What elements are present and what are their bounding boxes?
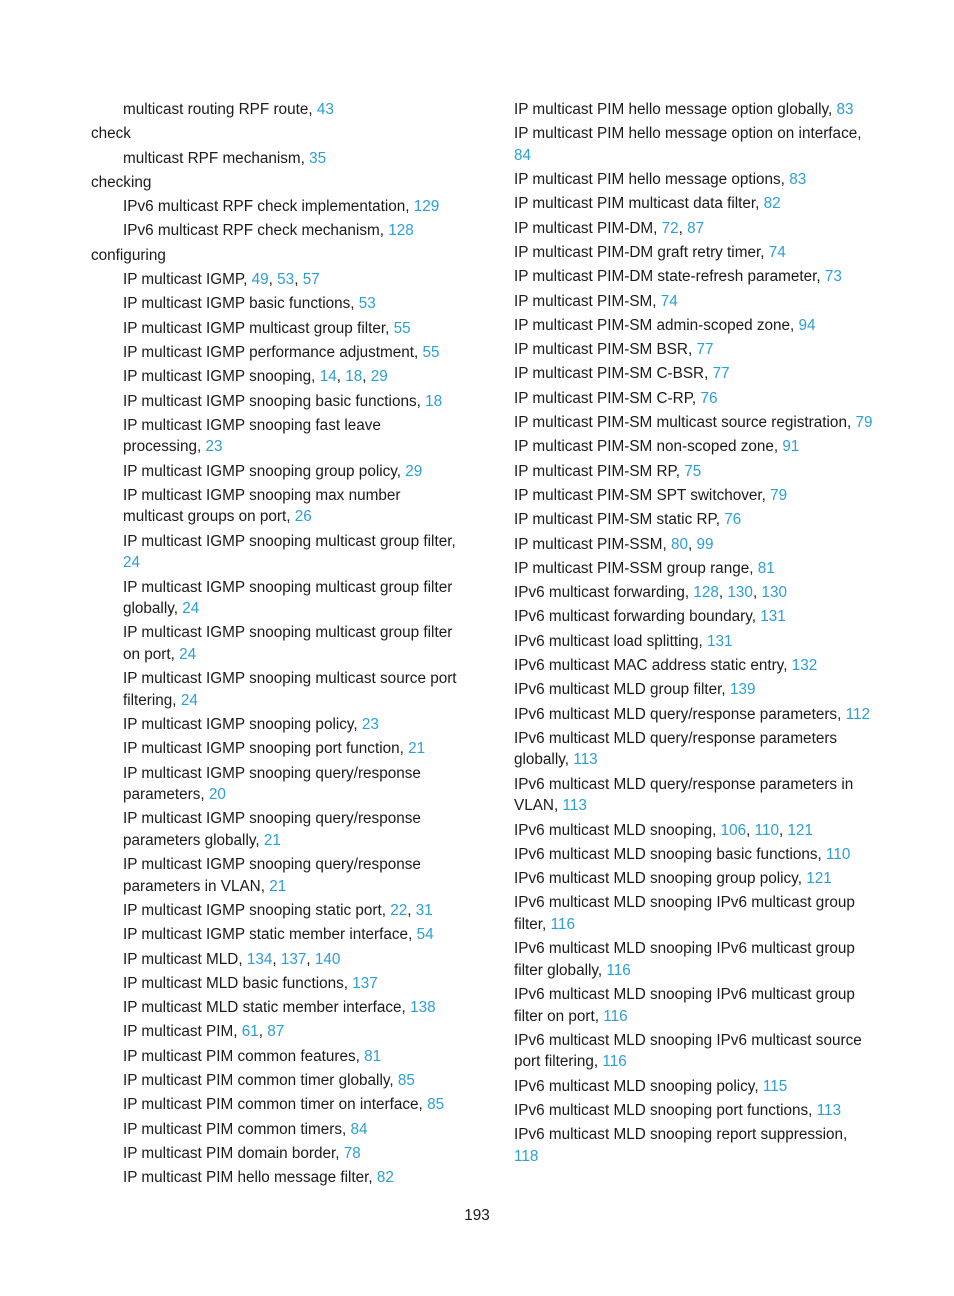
index-entry-text: IP multicast IGMP snooping multicast source port filtering, bbox=[123, 670, 457, 709]
page-link[interactable]: 73 bbox=[824, 268, 842, 286]
index-column-right bbox=[514, 99, 874, 1170]
index-entry-text: IPv6 multicast MLD query/response parameters in VLAN, bbox=[514, 775, 854, 815]
page-link[interactable]: 81 bbox=[757, 559, 775, 577]
index-entry-text: IP multicast IGMP snooping port function, bbox=[123, 740, 404, 758]
index-entry bbox=[91, 1119, 461, 1141]
index-entry bbox=[514, 892, 874, 935]
page-link[interactable]: 121 bbox=[806, 870, 832, 888]
index-entry bbox=[514, 169, 874, 191]
index-entry-text: IPv6 multicast MLD snooping IPv6 multicast group filter globally, bbox=[514, 940, 855, 979]
page-link[interactable]: 130 bbox=[761, 584, 787, 602]
index-entry-text: IP multicast PIM common timers, bbox=[123, 1120, 347, 1138]
page-link[interactable]: 77 bbox=[696, 341, 714, 359]
page-link[interactable]: 132 bbox=[791, 657, 818, 675]
index-entry: IP multicast PIM-SSM, 80, 99 bbox=[514, 535, 714, 553]
index-entry-text: IPv6 multicast MLD snooping IPv6 multicast group filter, bbox=[514, 894, 855, 933]
page-link[interactable]: 85 bbox=[427, 1096, 445, 1114]
page-link[interactable]: 54 bbox=[416, 926, 434, 944]
index-entry bbox=[91, 196, 461, 218]
page-link[interactable]: 24 bbox=[180, 691, 198, 709]
page-link[interactable]: 76 bbox=[724, 511, 742, 529]
index-entry bbox=[91, 461, 461, 483]
index-entry: IPv6 multicast forwarding, 128, 130, 130 bbox=[514, 584, 787, 602]
index-entry bbox=[514, 844, 874, 866]
index-entry bbox=[514, 938, 874, 981]
page-link[interactable]: 20 bbox=[208, 786, 226, 804]
page-link[interactable]: 31 bbox=[415, 901, 433, 919]
index-entry-text: IP multicast IGMP snooping query/response parameters globally, bbox=[123, 810, 421, 849]
index-entry-text: IPv6 multicast load splitting, bbox=[514, 632, 703, 650]
index-entry-text: IP multicast IGMP snooping query/response parameters in VLAN, bbox=[123, 856, 421, 895]
index-entry-text: IPv6 multicast MLD group filter, bbox=[514, 681, 726, 699]
index-entry-text: multicast routing RPF route, bbox=[123, 101, 313, 118]
index-entry bbox=[91, 668, 461, 711]
index-entry-text: IPv6 multicast MLD snooping report suppression, bbox=[514, 1126, 848, 1144]
index-entry-text: IP multicast PIM domain border, bbox=[123, 1144, 340, 1162]
index-entry: IP multicast MLD, 134, 137, 140 bbox=[123, 950, 341, 968]
page-link[interactable]: 24 bbox=[179, 645, 197, 663]
index-entry-text: IP multicast PIM hello message options, bbox=[514, 171, 785, 189]
page-link[interactable]: 121 bbox=[787, 821, 814, 839]
index-entry bbox=[514, 868, 874, 890]
page-link[interactable]: 140 bbox=[314, 950, 341, 968]
index-entry-text: check bbox=[91, 125, 131, 143]
index-entry bbox=[514, 242, 874, 264]
page-link[interactable]: 85 bbox=[397, 1072, 415, 1089]
page-link[interactable]: 55 bbox=[422, 343, 440, 361]
page-link[interactable]: 82 bbox=[376, 1169, 394, 1187]
page-link[interactable]: 76 bbox=[700, 389, 718, 407]
page-link[interactable]: 77 bbox=[712, 365, 730, 383]
page-link[interactable]: 112 bbox=[845, 705, 870, 723]
index-entry-text: IPv6 multicast MLD snooping group policy, bbox=[514, 870, 802, 888]
index-entry-text: IP multicast IGMP snooping basic functions, bbox=[123, 392, 421, 410]
index-entry-text: IPv6 multicast MLD snooping basic functions, bbox=[514, 845, 822, 863]
index-entry bbox=[514, 655, 874, 677]
page-link[interactable]: 139 bbox=[729, 681, 756, 699]
index-entry-text: IP multicast IGMP snooping multicast group filter, bbox=[123, 532, 456, 550]
index-entry bbox=[91, 342, 461, 364]
page-link[interactable]: 116 bbox=[602, 1053, 627, 1071]
page-link[interactable]: 55 bbox=[393, 319, 411, 337]
page-link[interactable]: 23 bbox=[361, 715, 379, 733]
index-entry bbox=[91, 808, 461, 851]
index-entry bbox=[514, 1100, 874, 1122]
page-link[interactable]: 128 bbox=[693, 584, 719, 602]
page-link[interactable]: 79 bbox=[770, 486, 788, 504]
index-entry bbox=[514, 315, 874, 337]
page-link[interactable]: 84 bbox=[514, 146, 532, 164]
page-link[interactable]: 110 bbox=[754, 821, 780, 839]
page-link[interactable]: 118 bbox=[514, 1147, 539, 1165]
index-entry-text: IP multicast PIM-SSM group range, bbox=[514, 559, 754, 577]
index-entry bbox=[91, 997, 461, 1019]
index-entry: IP multicast IGMP snooping, 14, 18, 29 bbox=[123, 368, 388, 386]
index-entry bbox=[91, 738, 461, 760]
page-link[interactable]: 83 bbox=[836, 101, 854, 118]
index-entry bbox=[514, 123, 874, 166]
index-entry bbox=[91, 415, 461, 458]
page-link[interactable]: 81 bbox=[364, 1047, 382, 1065]
index-entry-text: IPv6 multicast MLD snooping IPv6 multicast group filter on port, bbox=[514, 986, 855, 1025]
index-entry-text: multicast RPF mechanism, bbox=[123, 149, 305, 167]
index-entry-text: IP multicast IGMP snooping query/response parameters, bbox=[123, 764, 421, 804]
index-entry-text: IP multicast PIM-SM C-RP, bbox=[514, 389, 697, 407]
page-link[interactable]: 29 bbox=[405, 462, 423, 480]
page-link[interactable]: 134 bbox=[246, 950, 273, 968]
index-entry: IP multicast PIM-DM, 72, 87 bbox=[514, 219, 705, 237]
index-entry bbox=[91, 1167, 461, 1189]
page-link[interactable]: 129 bbox=[413, 198, 440, 216]
index-entry bbox=[91, 172, 461, 194]
index-entry-text: IPv6 multicast forwarding boundary, bbox=[514, 608, 757, 626]
index-entry bbox=[514, 774, 874, 817]
index-entry bbox=[91, 577, 461, 620]
index-entry-text: IP multicast IGMP multicast group filter, bbox=[123, 319, 390, 337]
index-entry-text: IPv6 multicast forwarding, bbox=[514, 584, 690, 602]
index-entry bbox=[91, 854, 461, 897]
page-link[interactable]: 113 bbox=[562, 797, 587, 815]
index-entry bbox=[514, 291, 874, 313]
index-entry bbox=[91, 1046, 461, 1068]
index-entry: IP multicast IGMP, 49, 53, 57 bbox=[123, 271, 320, 289]
page-link[interactable]: 72 bbox=[661, 219, 679, 237]
index-entry-text: IPv6 multicast MLD query/response parameters, bbox=[514, 705, 842, 723]
index-entry: IP multicast PIM, 61, 87 bbox=[123, 1023, 285, 1041]
page-link[interactable]: 74 bbox=[768, 243, 786, 261]
index-entry bbox=[514, 436, 874, 458]
index-entry-text: IP multicast PIM-SM SPT switchover, bbox=[514, 486, 766, 504]
index-entry-text: IP multicast IGMP static member interface, bbox=[123, 926, 413, 944]
index-entry-text: IP multicast IGMP basic functions, bbox=[123, 295, 355, 313]
page-link[interactable]: 137 bbox=[280, 950, 307, 968]
page-link[interactable]: 137 bbox=[352, 974, 378, 992]
page-link[interactable]: 130 bbox=[727, 584, 753, 602]
index-entry-text: IP multicast PIM-SM C-BSR, bbox=[514, 365, 709, 383]
page-link[interactable]: 18 bbox=[425, 392, 443, 410]
index-entry bbox=[91, 318, 461, 340]
index-entry-text: IPv6 multicast MLD snooping port functions, bbox=[514, 1101, 813, 1119]
index-entry bbox=[514, 99, 874, 121]
index-entry-text: IP multicast MLD static member interface, bbox=[123, 999, 406, 1017]
index-entry bbox=[514, 1076, 874, 1098]
page-link[interactable]: 57 bbox=[302, 271, 320, 289]
index-entry bbox=[91, 245, 461, 267]
index-entry-text: IP multicast PIM hello message option on interface, bbox=[514, 125, 862, 143]
page-link[interactable]: 87 bbox=[267, 1023, 285, 1041]
index-entry bbox=[514, 193, 874, 215]
page-link[interactable]: 87 bbox=[687, 219, 705, 237]
index-entry-text: IP multicast IGMP snooping, bbox=[123, 368, 316, 386]
index-entry-text: IPv6 multicast MLD snooping policy, bbox=[514, 1077, 759, 1095]
index-entry bbox=[91, 973, 461, 995]
page-link[interactable]: 113 bbox=[816, 1101, 842, 1119]
index-entry bbox=[91, 924, 461, 946]
index-entry-text: IP multicast PIM common timer on interface, bbox=[123, 1096, 423, 1114]
index-entry-text: IP multicast PIM-DM, bbox=[514, 219, 658, 237]
page-link[interactable]: 99 bbox=[696, 535, 714, 553]
page-link[interactable]: 18 bbox=[345, 368, 363, 386]
index-entry bbox=[514, 412, 874, 434]
index-entry bbox=[514, 679, 874, 701]
index-entry bbox=[91, 148, 461, 170]
index-entry-text: IP multicast MLD, bbox=[123, 950, 243, 968]
page-link[interactable]: 24 bbox=[182, 600, 200, 618]
index-entry-text: IP multicast PIM-SM static RP, bbox=[514, 511, 720, 529]
page-link[interactable]: 29 bbox=[370, 368, 388, 386]
index-entry-text: IP multicast IGMP snooping static port, bbox=[123, 901, 386, 919]
index-entry-text: IP multicast IGMP snooping max number multicast groups on port, bbox=[123, 486, 401, 526]
page-link[interactable]: 116 bbox=[550, 915, 575, 933]
index-entry-text: IP multicast IGMP snooping multicast group filter on port, bbox=[123, 624, 453, 663]
index-entry-text: IP multicast IGMP snooping multicast group filter globally, bbox=[123, 578, 453, 618]
page-link[interactable]: 94 bbox=[798, 316, 816, 334]
page-link[interactable]: 128 bbox=[388, 222, 414, 240]
page-link[interactable]: 75 bbox=[684, 462, 702, 480]
page-link[interactable]: 113 bbox=[573, 751, 598, 769]
index-entry bbox=[91, 293, 461, 315]
index-entry bbox=[91, 1094, 461, 1116]
page-link[interactable]: 23 bbox=[205, 438, 223, 456]
index-entry-text: IP multicast PIM-SM admin-scoped zone, bbox=[514, 316, 795, 334]
index-entry-text: IP multicast IGMP snooping group policy, bbox=[123, 462, 402, 480]
index-entry-text: IP multicast IGMP performance adjustment, bbox=[123, 343, 419, 361]
page-link[interactable]: 21 bbox=[269, 877, 287, 895]
index-entry-text: IP multicast PIM multicast data filter, bbox=[514, 195, 760, 213]
index-entry-text: IPv6 multicast MLD query/response parameters globally, bbox=[514, 729, 838, 769]
index-entry bbox=[91, 1070, 461, 1092]
page-link[interactable]: 115 bbox=[762, 1077, 788, 1095]
page-link[interactable]: 22 bbox=[390, 901, 408, 919]
index-entry: IPv6 multicast MLD snooping, 106, 110, 121 bbox=[514, 821, 814, 839]
page-link[interactable]: 84 bbox=[350, 1120, 368, 1138]
index-entry-text: IPv6 multicast MLD snooping IPv6 multicast source port filtering, bbox=[514, 1031, 862, 1071]
index-entry bbox=[514, 606, 874, 628]
page-link[interactable]: 21 bbox=[263, 831, 281, 849]
index-entry-text: IP multicast MLD basic functions, bbox=[123, 974, 349, 992]
page-link[interactable]: 79 bbox=[855, 414, 873, 432]
index-entry bbox=[514, 984, 874, 1027]
index-column-left bbox=[91, 99, 461, 1191]
index-entry-text: IPv6 multicast MAC address static entry, bbox=[514, 657, 788, 675]
index-entry bbox=[91, 391, 461, 413]
index-entry-text: IP multicast IGMP snooping policy, bbox=[123, 715, 358, 733]
index-entry bbox=[514, 363, 874, 385]
index-entry bbox=[91, 99, 461, 121]
index-entry-text: IP multicast PIM-SM RP, bbox=[514, 462, 681, 480]
index-entry bbox=[91, 1143, 461, 1165]
page-link[interactable]: 82 bbox=[763, 195, 781, 213]
index-entry-text: configuring bbox=[91, 246, 166, 264]
index-entry bbox=[514, 728, 874, 771]
index-entry bbox=[514, 509, 874, 531]
page-link[interactable]: 131 bbox=[707, 632, 733, 650]
index-entry bbox=[514, 339, 874, 361]
index-entry bbox=[514, 485, 874, 507]
page-link[interactable]: 116 bbox=[606, 961, 631, 979]
index-entry-text: IP multicast PIM-DM graft retry timer, bbox=[514, 243, 765, 261]
index-entry-text: checking bbox=[91, 173, 152, 191]
page-link[interactable]: 80 bbox=[670, 535, 688, 553]
index-entry-text: IP multicast PIM-SM, bbox=[514, 292, 657, 310]
index-entry: IP multicast IGMP snooping static port, 22, 31 bbox=[123, 901, 433, 919]
index-entry bbox=[91, 485, 461, 528]
page-number: 193 bbox=[464, 1207, 490, 1224]
index-entry-text: IP multicast PIM hello message filter, bbox=[123, 1169, 373, 1187]
index-entry bbox=[514, 1030, 874, 1073]
page-link[interactable]: 116 bbox=[603, 1007, 628, 1025]
page-link[interactable]: 53 bbox=[358, 295, 376, 313]
index-entry bbox=[514, 558, 874, 580]
page-link[interactable]: 106 bbox=[720, 821, 747, 839]
index-entry-text: IPv6 multicast MLD snooping, bbox=[514, 821, 717, 839]
page-link[interactable]: 53 bbox=[277, 271, 295, 289]
page-link[interactable]: 131 bbox=[760, 608, 786, 626]
index-entry-text: IP multicast IGMP, bbox=[123, 271, 248, 289]
index-entry-text: IP multicast PIM-SM BSR, bbox=[514, 341, 693, 359]
index-entry-text: IP multicast PIM-SSM, bbox=[514, 535, 667, 553]
index-entry-text: IP multicast PIM common timer globally, bbox=[123, 1072, 394, 1089]
index-entry-text: IPv6 multicast RPF check implementation, bbox=[123, 198, 410, 216]
index-entry bbox=[91, 531, 461, 574]
page-link[interactable]: 138 bbox=[410, 999, 436, 1017]
page-link[interactable]: 43 bbox=[316, 101, 334, 118]
page-link[interactable]: 49 bbox=[251, 271, 269, 289]
index-entry-text: IP multicast PIM hello message option globally, bbox=[514, 101, 833, 118]
index-entry-text: IP multicast PIM-SM multicast source registration, bbox=[514, 414, 852, 432]
index-entry bbox=[91, 622, 461, 665]
page-link[interactable]: 26 bbox=[294, 508, 312, 526]
index-entry bbox=[514, 266, 874, 288]
index-entry bbox=[514, 461, 874, 483]
index-entry-text: IP multicast PIM, bbox=[123, 1023, 238, 1041]
page-link[interactable]: 14 bbox=[319, 368, 337, 386]
index-entry-text: IP multicast IGMP snooping fast leave processing, bbox=[123, 416, 381, 456]
page-link[interactable]: 61 bbox=[241, 1023, 259, 1041]
page-link[interactable]: 110 bbox=[826, 845, 851, 863]
page-link[interactable]: 83 bbox=[789, 171, 807, 189]
index-entry bbox=[514, 631, 874, 653]
page-link[interactable]: 91 bbox=[782, 438, 800, 456]
index-entry-text: IP multicast PIM-DM state-refresh parameter, bbox=[514, 268, 821, 286]
index-entry-text: IP multicast PIM common features, bbox=[123, 1047, 360, 1065]
index-entry bbox=[514, 1124, 874, 1167]
index-entry bbox=[514, 388, 874, 410]
page-link[interactable]: 21 bbox=[408, 740, 426, 758]
index-entry bbox=[91, 123, 461, 145]
page-link[interactable]: 24 bbox=[123, 554, 141, 572]
index-entry bbox=[91, 714, 461, 736]
index-entry-text: IPv6 multicast RPF check mechanism, bbox=[123, 222, 384, 240]
index-entry bbox=[91, 220, 461, 242]
page-link[interactable]: 35 bbox=[309, 149, 327, 167]
page-link[interactable]: 78 bbox=[343, 1144, 361, 1162]
index-entry-text: IP multicast PIM-SM non-scoped zone, bbox=[514, 438, 779, 456]
page-link[interactable]: 74 bbox=[660, 292, 678, 310]
index-entry bbox=[91, 763, 461, 806]
index-entry bbox=[514, 704, 874, 726]
